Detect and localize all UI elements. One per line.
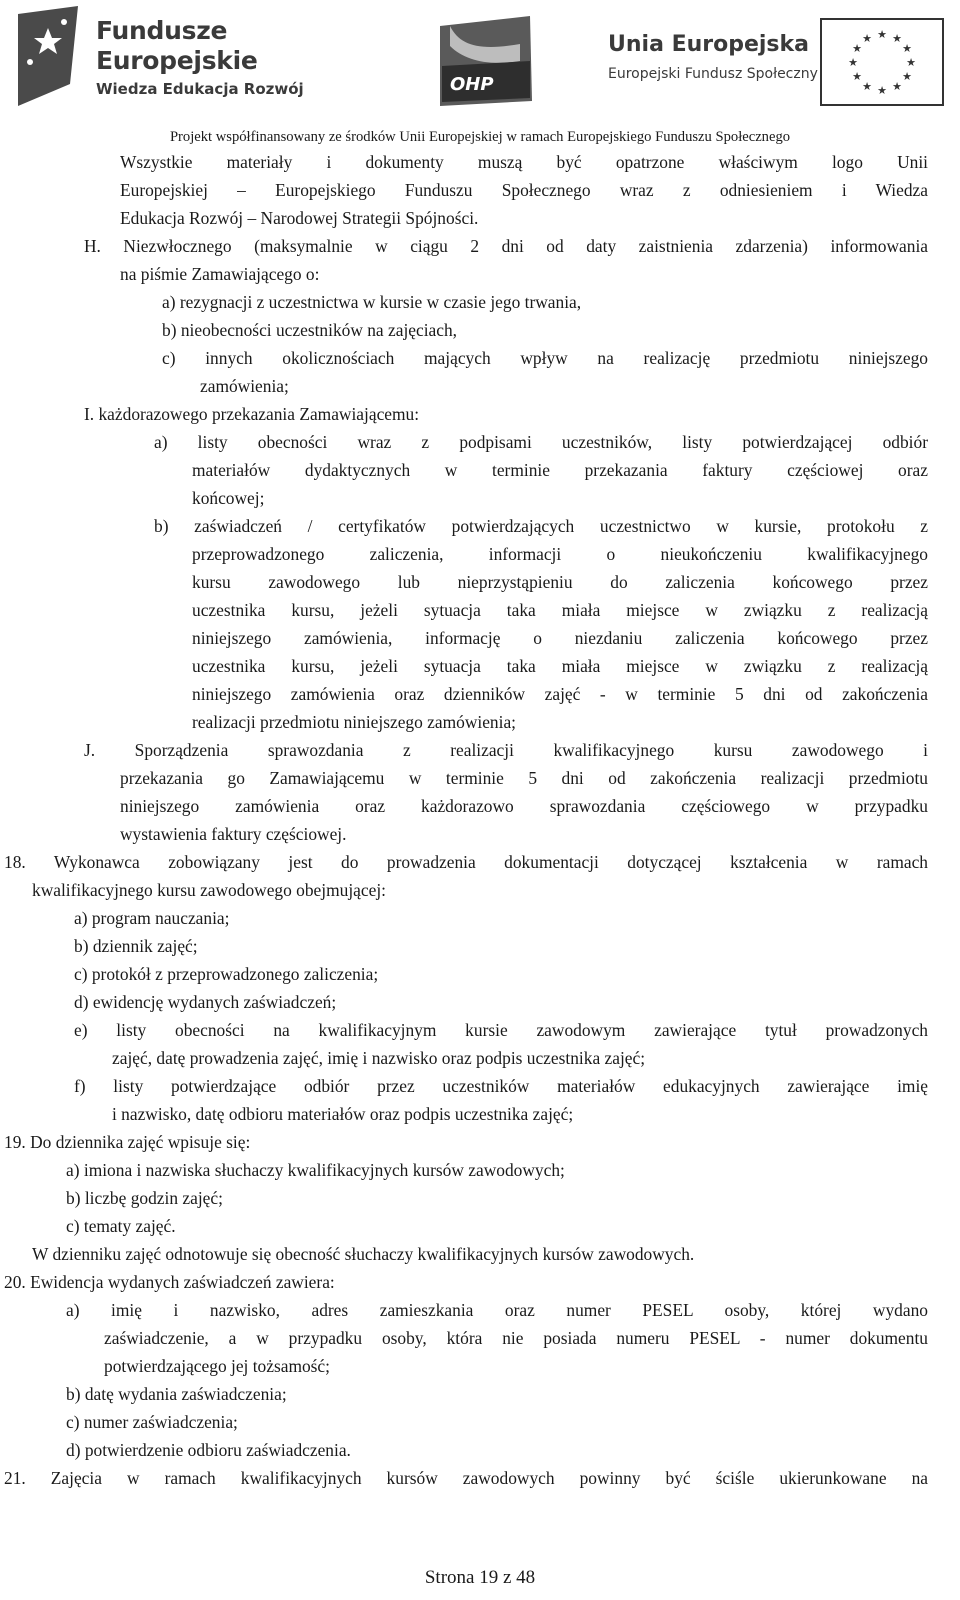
fundusze-europejskie-logo (18, 6, 308, 106)
list-item: a) listy obecności wraz z podpisami uczestników, listy potwierdzającej odbiór (154, 432, 928, 452)
ohp-logo-text: OHP (450, 74, 494, 95)
text-line: końcowej; (192, 488, 265, 508)
text-line: niniejszego zamówienia oraz każdorazowo sprawozdania częściowego w przypadku (120, 796, 928, 816)
list-item: c) protokół z przeprowadzonego zaliczenia; (74, 964, 379, 984)
fe-logo-line1: Fundusze (96, 16, 228, 45)
list-item: c) numer zaświadczenia; (66, 1412, 238, 1432)
list-item: a) imię i nazwisko, adres zamieszkania oraz numer PESEL osoby, której wydano (66, 1300, 928, 1320)
text-line: zaświadczenie, a w przypadku osoby, która nie posiada numeru PESEL - numer dokumentu (104, 1328, 928, 1348)
text-line: przeprowadzonego zaliczenia, informacji o nieukończeniu kwalifikacyjnego (192, 544, 928, 564)
svg-text:★: ★ (892, 80, 902, 93)
list-item-j: J. Sporządzenia sprawozdania z realizacji kwalifikacyjnego kursu zawodowego i (84, 740, 928, 760)
svg-text:★: ★ (877, 84, 887, 97)
numbered-item-21: 21. Zajęcia w ramach kwalifikacyjnych kursów zawodowych powinny być ściśle ukierunkowane na (4, 1468, 928, 1488)
text-line: niniejszego zamówienia oraz dzienników zajęć - w terminie 5 dni od zakończenia (192, 684, 928, 704)
text-line: realizacji przedmiotu niniejszego zamówienia; (192, 712, 517, 732)
text-line: wystawienia faktury częściowej. (120, 824, 347, 844)
unia-europejska-logo (608, 14, 948, 110)
text-line: uczestnika kursu, jeżeli sytuacja taka miała miejsce w związku z realizacją (192, 600, 928, 620)
list-item: a) imiona i nazwiska słuchaczy kwalifikacyjnych kursów zawodowych; (66, 1160, 565, 1180)
list-item-i: I. każdorazowego przekazania Zamawiającemu: (84, 404, 420, 424)
svg-text:★: ★ (862, 32, 872, 45)
list-item: b) dziennik zajęć; (74, 936, 198, 956)
eu-flag-icon (820, 18, 944, 106)
svg-text:★: ★ (852, 42, 862, 55)
page-header (0, 0, 960, 125)
page-number: Strona 19 z 48 (424, 1567, 536, 1588)
numbered-item-19: 19. Do dziennika zajęć wpisuje się: (4, 1132, 251, 1152)
fe-star-mark-icon (18, 6, 90, 106)
text-line: na piśmie Zamawiającego o: (120, 264, 320, 284)
text-line: kursu zawodowego lub nieprzystąpieniu do zaliczenia końcowego przez (192, 572, 928, 592)
numbered-item-20: 20. Ewidencja wydanych zaświadczeń zawiera: (4, 1272, 335, 1292)
text-line: zamówienia; (200, 376, 289, 396)
ohp-logo (420, 6, 550, 116)
text-line: Wszystkie materiały i dokumenty muszą być opatrzone właściwym logo Unii (120, 152, 928, 172)
text-line: uczestnika kursu, jeżeli sytuacja taka miała miejsce w związku z realizacją (192, 656, 928, 676)
svg-text:★: ★ (848, 56, 858, 69)
svg-text:★: ★ (862, 80, 872, 93)
ohp-emblem-icon (420, 6, 550, 116)
ue-logo-line2: Europejski Fundusz Społeczny (608, 66, 818, 82)
list-item: b) nieobecności uczestników na zajęciach, (162, 320, 458, 340)
text-line: niniejszego zamówienia, informację o niezdaniu zaliczenia końcowego przez (192, 628, 928, 648)
text-line: materiałów dydaktycznych w terminie przekazania faktury częściowej oraz (192, 460, 928, 480)
svg-text:★: ★ (902, 70, 912, 83)
list-item: b) liczbę godzin zajęć; (66, 1188, 223, 1208)
list-item: c) innych okolicznościach mających wpływ na realizację przedmiotu niniejszego (162, 348, 928, 368)
list-item: d) potwierdzenie odbioru zaświadczenia. (66, 1440, 351, 1460)
ue-logo-line1: Unia Europejska (608, 32, 810, 57)
text-line: zajęć, datę prowadzenia zajęć, imię i nazwisko oraz podpis uczestnika zajęć; (112, 1048, 646, 1068)
svg-text:★: ★ (877, 28, 887, 41)
list-item: f) listy potwierdzające odbiór przez uczestników materiałów edukacyjnych zawierające imię (74, 1076, 928, 1096)
text-line: przekazania go Zamawiającemu w terminie 5 dni od zakończenia realizacji przedmiotu (120, 768, 928, 788)
svg-text:★: ★ (902, 42, 912, 55)
list-item: a) program nauczania; (74, 908, 230, 928)
text-line: kwalifikacyjnego kursu zawodowego obejmującej: (32, 880, 386, 900)
numbered-item-18: 18. Wykonawca zobowiązany jest do prowadzenia dokumentacji dotyczącej kształcenia w ramach (4, 852, 928, 872)
text-line: W dzienniku zajęć odnotowuje się obecność słuchaczy kwalifikacyjnych kursów zawodowych. (32, 1244, 695, 1264)
list-item: d) ewidencję wydanych zaświadczeń; (74, 992, 337, 1012)
text-line: Europejskiej – Europejskiego Funduszu Społecznego wraz z odniesieniem i Wiedza (120, 180, 928, 200)
list-item: c) tematy zajęć. (66, 1216, 176, 1236)
text-line: potwierdzającego jej tożsamość; (104, 1356, 330, 1376)
text-line: i nazwisko, datę odbioru materiałów oraz podpis uczestnika zajęć; (112, 1104, 574, 1124)
list-item: a) rezygnacji z uczestnictwa w kursie w czasie jego trwania, (162, 292, 582, 312)
list-item-h: H. Niezwłocznego (maksymalnie w ciągu 2 dni od daty zaistnienia zdarzenia) informowania (84, 236, 928, 256)
svg-text:★: ★ (852, 70, 862, 83)
list-item: b) datę wydania zaświadczenia; (66, 1384, 287, 1404)
svg-text:★: ★ (892, 32, 902, 45)
fe-logo-line3: Wiedza Edukacja Rozwój (96, 80, 304, 98)
text-line: Edukacja Rozwój – Narodowej Strategii Spójności. (120, 208, 479, 228)
project-funding-note: Projekt współfinansowany ze środków Unii Europejskiej w ramach Europejskiego Funduszu Społecznego (169, 129, 791, 145)
fe-logo-line2: Europejskie (96, 46, 258, 75)
list-item: b) zaświadczeń / certyfikatów potwierdzających uczestnictwo w kursie, protokołu z (154, 516, 928, 536)
svg-text:★: ★ (906, 56, 916, 69)
list-item: e) listy obecności na kwalifikacyjnym kursie zawodowym zawierające tytuł prowadzonych (74, 1020, 928, 1040)
